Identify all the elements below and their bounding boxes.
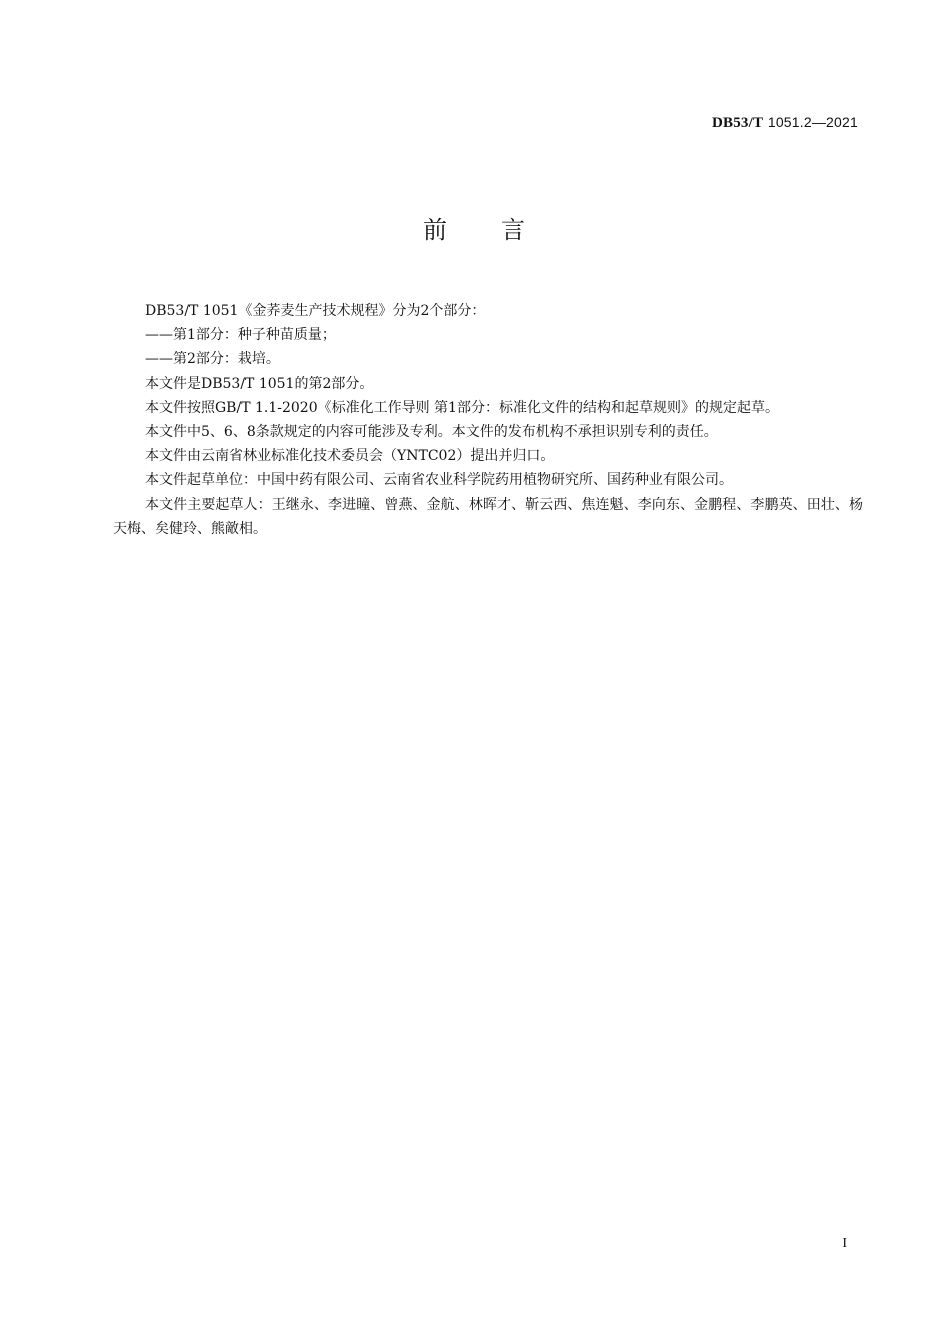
paragraph-document-part: 本文件是DB53/T 1051的第2部分。 [145,375,374,392]
title-char-2: 言 [501,216,527,244]
foreword-body [113,299,863,541]
paragraph-part-1: ——第1部分：种子种苗质量； [145,327,336,344]
page-title [0,210,950,245]
title-char-1: 前 [423,216,449,244]
paragraph-parts-intro: DB53/T 1051《金荞麦生产技术规程》分为2个部分： [145,303,486,319]
paragraph-part-2: ——第2部分：栽培。 [145,351,280,368]
page-number: I [842,1236,847,1251]
paragraph-drafters: 本文件主要起草人：王继永、李进瞳、曾燕、金航、林晖才、靳云西、焦连魁、李向东、金鹏程、李鹏英、田壮、杨天梅、矣健玲、熊敵相。 [113,496,863,537]
paragraph-committee: 本文件由云南省林业标准化技术委员会（YNTC02）提出并归口。 [145,448,555,465]
paragraph-drafting-rules: 本文件按照GB/T 1.1-2020《标准化工作导则 第1部分：标准化文件的结构和起草规则》的规定起草。 [145,399,779,416]
standard-code [712,114,858,132]
standard-code-prefix: DB53/T [711,115,764,131]
paragraph-patent-notice: 本文件中5、6、8条款规定的内容可能涉及专利。本文件的发布机构不承担识别专利的责任。 [145,424,718,441]
paragraph-drafting-units: 本文件起草单位：中国中药有限公司、云南省农业科学院药用植物研究所、国药种业有限公司。 [145,472,733,489]
standard-code-number: 1051.2—2021 [767,114,858,130]
